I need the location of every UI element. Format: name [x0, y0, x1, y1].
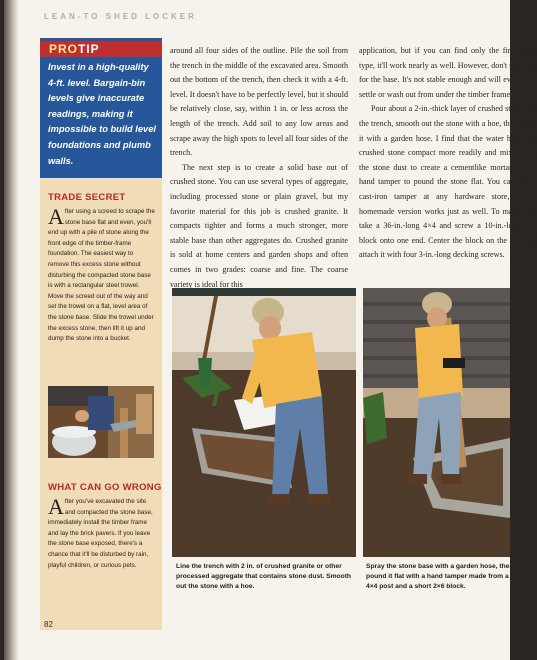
photo-hoe	[172, 288, 356, 557]
paragraph: around all four sides of the outline. Pile the soil from the trench in the middle of the excavated area. Smooth out the bottom of the trench, then check it with a 4-ft. level. It doesn't have to be perfectly level, but it should be relatively close, say, within 1 in. or less across the length of the trench. Add soil to any low areas and scrape away the high spots to level all four sides of the trench.	[170, 46, 348, 158]
trade-secret-text: After using a screed to scrape the stone base flat and even, you'll end up with a pile of stone along the front edge of the timber-frame foundation. The easiest way to remove this excess stone without disturbing the compacted stone base is with a rectangular steel trowel. Move the screed out of the way and set the trowel on a flat, level area of the stone base. Slide the trowel under the excess stone, then lift it up and dump the stone into a bucket.	[48, 204, 155, 343]
page-number: 82	[44, 620, 53, 629]
text-column-1	[170, 44, 348, 292]
paragraph: application, but if you can find only the fine grade type, it'll work nearly as well. However, don't use sand for the base. It's not stable enough and will eventually settle or wash out from under the timber frame.	[359, 46, 537, 99]
photo-caption-2: Spray the stone base with a garden hose, then pound it flat with a hand tamper made from a 4×4 post and a short 2×6 block.	[366, 563, 514, 591]
pro-tip-header	[40, 41, 162, 57]
trade-secret-title: TRADE SECRET	[48, 192, 126, 203]
drop-cap: A	[48, 204, 64, 229]
paragraph: The next step is to create a solid base out of crushed stone. You can use several types of aggregate, including processed stone or plain gravel, but my favorite material for this job is crushed granite. It compacts tighter and forms a much stronger, more stable base than other aggregates do. Crushed granite is sold at home centers and garden shops and often comes in two grades: coarse and fine. The coarse variety is ideal for this	[170, 162, 348, 289]
sidebar	[40, 38, 162, 630]
photo-tamper	[363, 288, 510, 557]
what-can-go-wrong-text: After you've excavated the site and compacted the stone base, immediately install the timber frame and lay the brick pavers. If you leave the stone base exposed, there's a chance that it'll be disturbed by rain, playful children, or curious pets.	[48, 494, 153, 569]
paragraph: Pour about a 2-in.-thick layer of crushed stone into the trench, smooth out the stone with a hoe, then spray it with a garden hose. I find that the water helps the crushed stone compact more readily and mixes with the stone dust to create a cementlike mortar. Use a hand tamper to pound the stone flat. You can buy a cast-iron tamper at any hardware store, but a homemade version works just as well. To make one, take a 36-in.-long 4×4 and screw a 10-in.-long 2×6 block onto one end. Center the block on the 4×4 and attach it with four 3-in.-long decking screws.	[359, 104, 537, 260]
trowel-photo	[48, 386, 154, 458]
text-column-2	[359, 44, 537, 263]
pro-tip-box	[40, 38, 162, 178]
book-spine	[4, 0, 18, 660]
drop-cap: A	[48, 494, 64, 519]
running-header: LEAN-TO SHED LOCKER	[44, 12, 197, 21]
pro-tip-text: Invest in a high-quality 4-ft. level. Bargain-bin levels give inaccurate readings, making it impossible to build level foundations and plumb walls.	[48, 62, 156, 166]
photo-caption-1: Line the trench with 2 in. of crushed granite or other processed aggregate that contains stone dust. Smooth out the stone with a hoe.	[176, 563, 352, 591]
book-page	[4, 0, 537, 660]
pro-tip-title: PROTIP	[49, 42, 100, 56]
what-can-go-wrong-title: WHAT CAN GO WRONG	[48, 482, 162, 493]
